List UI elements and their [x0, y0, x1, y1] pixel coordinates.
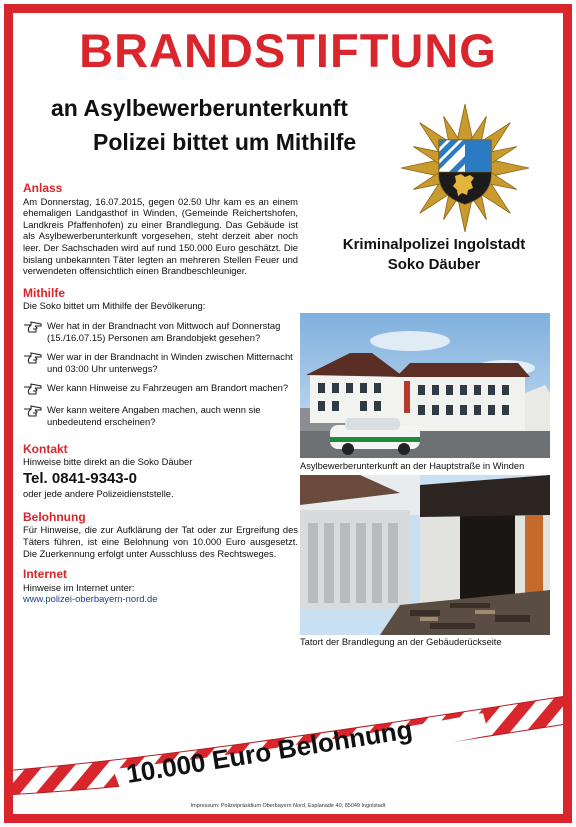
question-text: Wer kann weitere Angaben machen, auch wenn sie unbedeutend erscheinen? — [47, 404, 261, 427]
barrier-tape — [4, 683, 572, 803]
pointing-hand-icon — [23, 382, 43, 396]
pointing-hand-icon — [23, 404, 43, 418]
building-photo-illustration — [300, 313, 550, 458]
fire-scene-photo — [300, 475, 550, 635]
website-link[interactable]: www.polizei-oberbayern-nord.de — [23, 593, 158, 605]
question-item — [23, 404, 298, 427]
poster-frame — [4, 4, 572, 823]
fire-scene-illustration — [300, 475, 550, 635]
kripo-heading — [309, 235, 559, 275]
pointing-hand-icon — [23, 351, 43, 365]
phone-number: Tel. 0841-9343-0 — [23, 469, 137, 487]
question-text: Wer kann Hinweise zu Fahrzeugen am Brandort machen? — [47, 382, 289, 394]
question-text: Wer war in der Brandnacht in Winden zwischen Mitternacht und 03:00 Uhr unterwegs? — [47, 351, 293, 374]
internet-heading: Internet — [23, 567, 68, 582]
question-item — [23, 382, 298, 396]
anlass-heading: Anlass — [23, 181, 63, 195]
mithilfe-heading: Mithilfe — [23, 285, 65, 300]
question-item — [23, 320, 298, 343]
kripo-line2: Soko Däuber — [387, 256, 481, 273]
question-item — [23, 351, 298, 374]
photo-caption-fire: Tatort der Brandlegung an der Gebäuderückseite — [300, 637, 502, 647]
question-text: Wer hat in der Brandnacht von Mittwoch auf Donnerstag (15./16.07.15) Personen am Brandobjekt gesehen? — [47, 319, 281, 343]
poster-title: BRANDSTIFTUNG — [79, 24, 497, 77]
subtitle-appeal: Polizei bittet um Mithilfe — [93, 129, 357, 155]
pointing-hand-icon — [23, 320, 43, 334]
mithilfe-intro: Die Soko bittet um Mithilfe der Bevölkerung: — [23, 300, 206, 312]
impressum-footer: Impressum: Polizeipräsidium Oberbayern Nord, Esplanade 40, 85049 Ingolstadt — [190, 803, 386, 809]
photo-caption-building: Asylbewerberunterkunft an der Hauptstraße in Winden — [300, 461, 525, 471]
text-column — [23, 183, 298, 605]
building-photo — [300, 313, 550, 458]
kontakt-text: Hinweise bitte direkt an die Soko Däuber — [23, 456, 193, 468]
kripo-line1: Kriminalpolizei Ingolstadt — [342, 236, 526, 253]
reward-tape-text: 10.000 Euro Belohnung — [124, 714, 415, 789]
belohnung-text: Für Hinweise, die zur Aufklärung der Tat oder zur Ergreifung des Täters führen, ist eine Belohnung von 10.000 Euro ausgesetzt. Die Zuerkennung erfolgt unter Ausschluss des Rechtsweges. — [23, 524, 298, 559]
internet-text: Hinweise im Internet unter: — [23, 581, 135, 593]
police-star-badge-icon — [398, 101, 532, 235]
kontakt-heading: Kontakt — [23, 441, 68, 456]
belohnung-heading: Belohnung — [23, 509, 86, 524]
anlass-text: Am Donnerstag, 16.07.2015, gegen 02.50 Uhr kam es an einem ehemaligen Landgasthof in Winden, (Gemeinde Reichertshofen, Landkreis Pfaffenhofen) zu einer Brandlegung. Das Gebäude ist als Asylbewerberunterkunft vorgesehen, steht derzeit aber noch leer. Der Sachschaden wird auf rund 150.000 Euro geschätzt. Die bislang unbekannten Täter legten an mehreren Stellen Feuer und verwendeten offensichtlich einen Brandbeschleuniger. — [23, 195, 298, 277]
kontakt-alt: oder jede andere Polizeidienststelle. — [23, 488, 174, 500]
subtitle-location: an Asylbewerberunterkunft — [51, 95, 348, 121]
